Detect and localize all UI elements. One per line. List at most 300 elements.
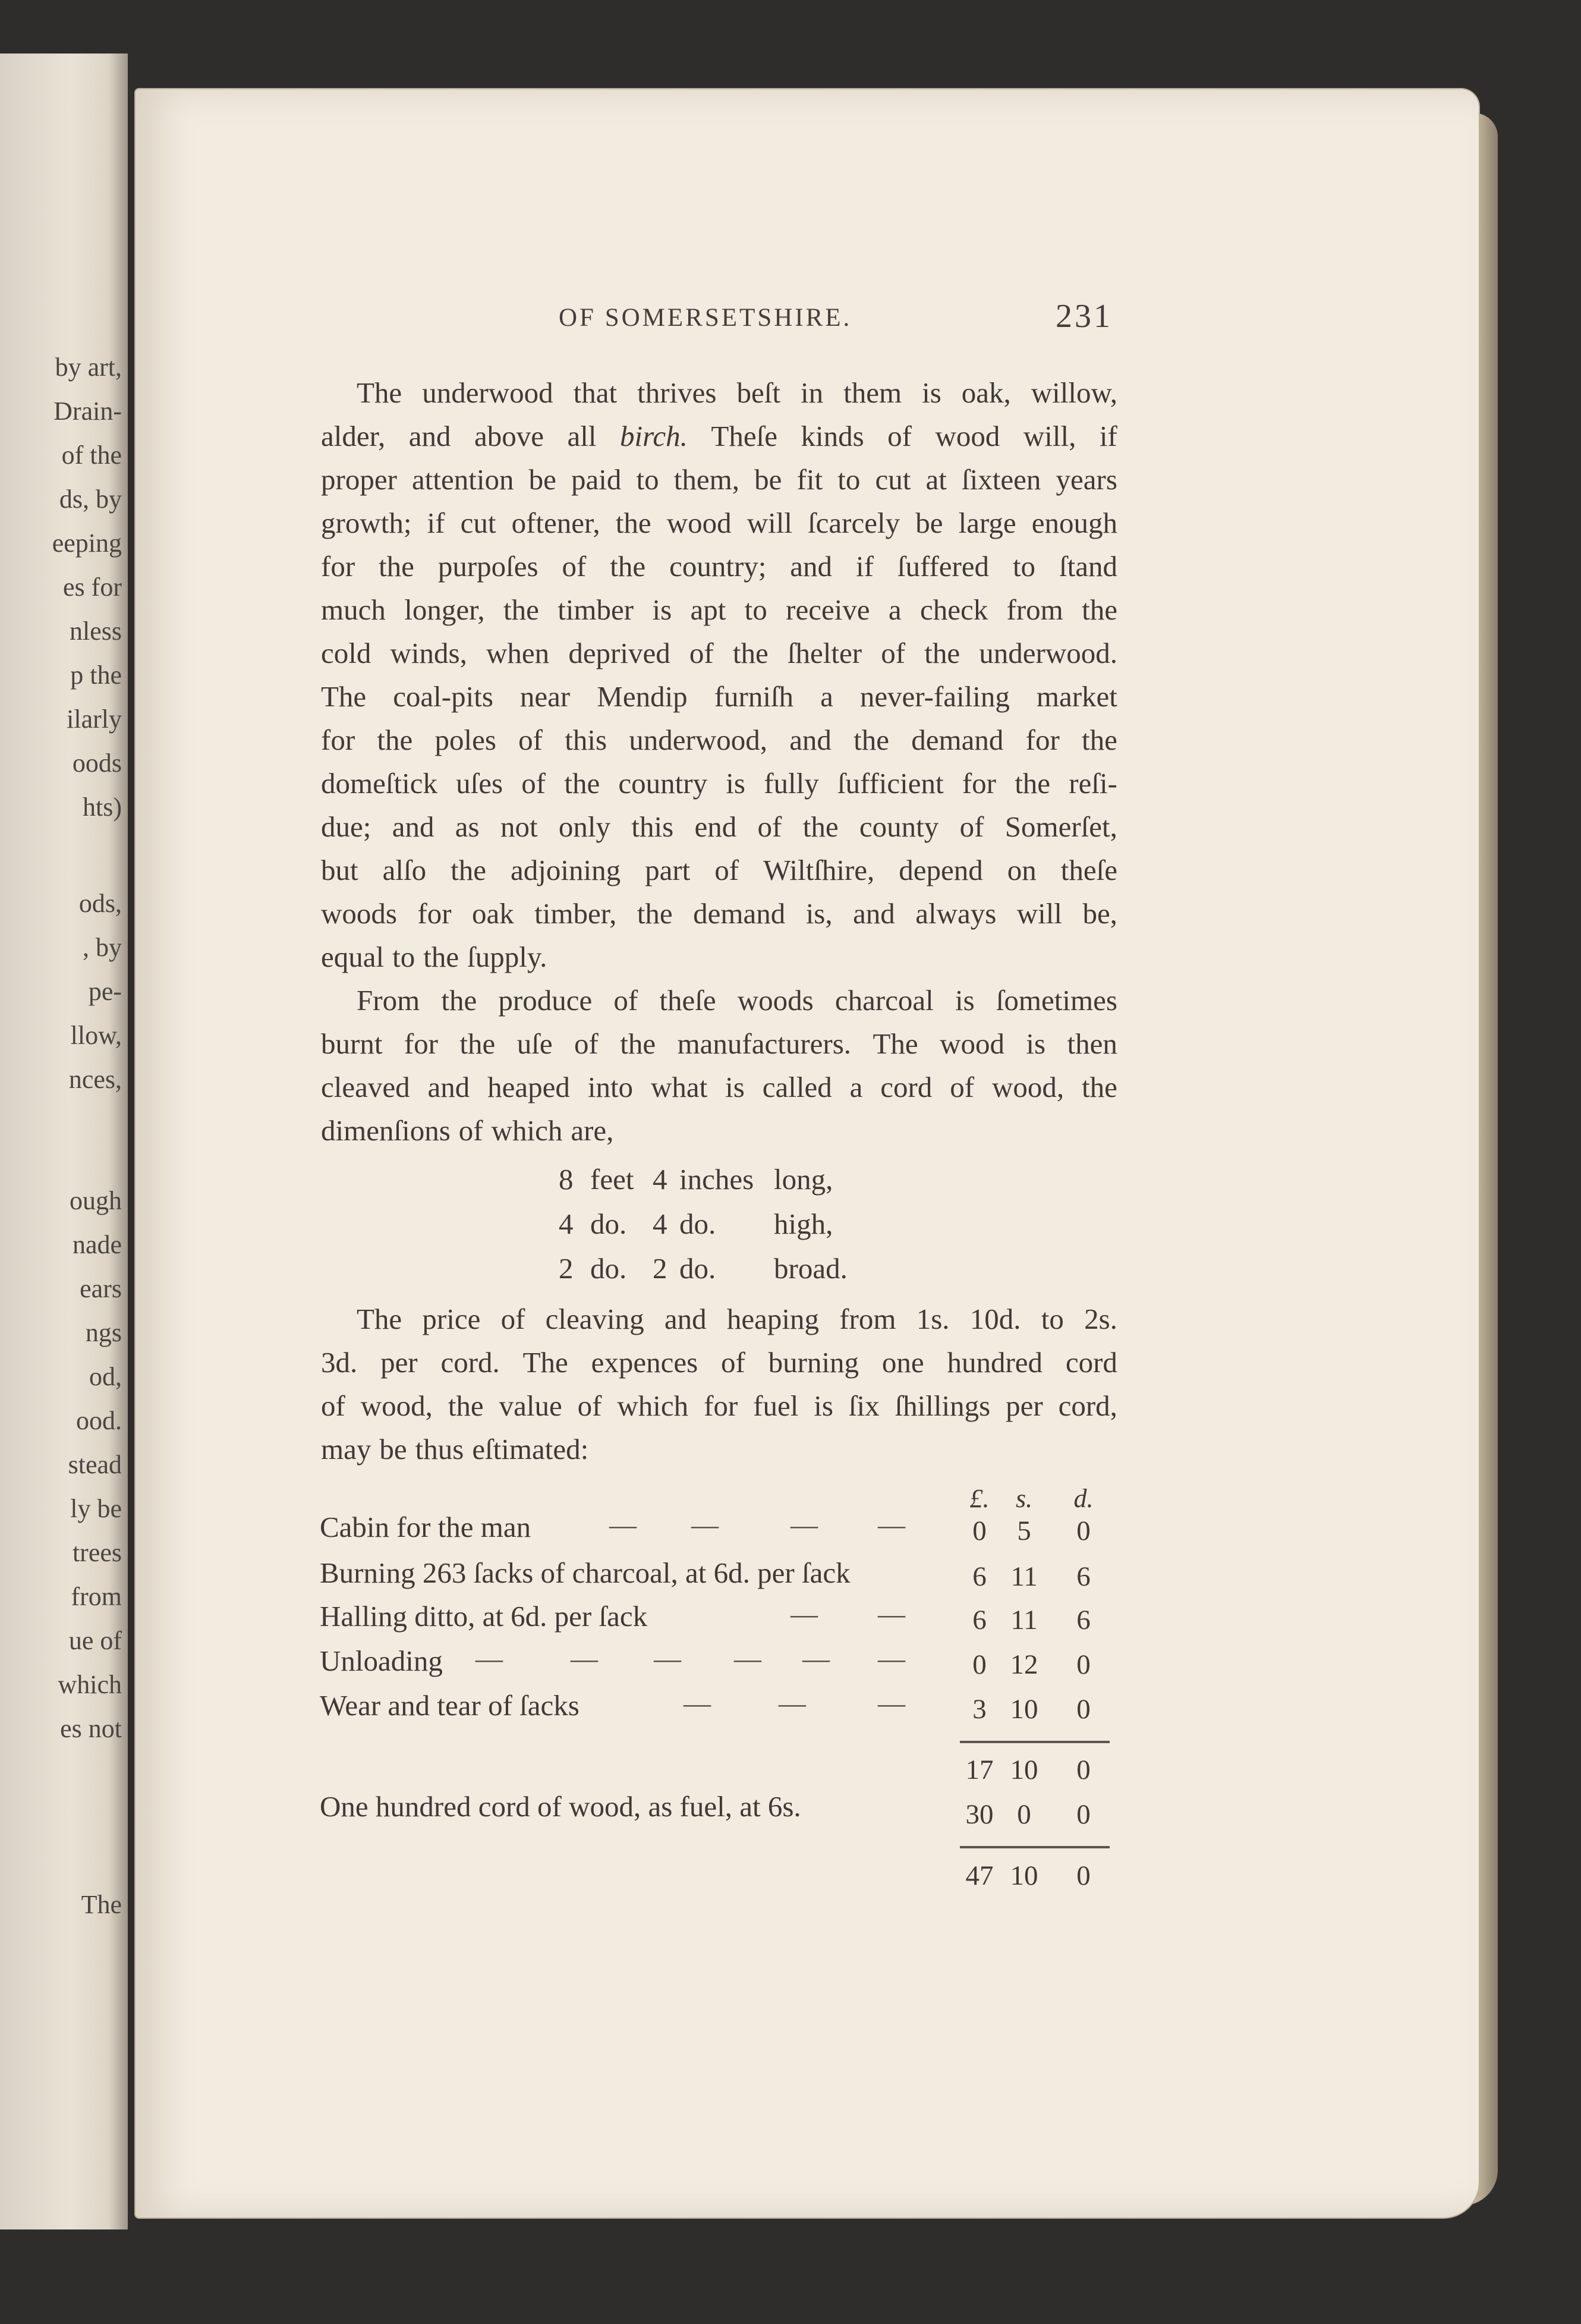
word: the	[1082, 593, 1117, 626]
word: and	[427, 1071, 470, 1103]
word: purpoſes	[437, 550, 538, 583]
word: theſe	[659, 984, 716, 1017]
text-line	[321, 853, 1117, 887]
word: reſi-	[1069, 767, 1117, 800]
word: this	[565, 724, 607, 756]
word: heaped	[487, 1071, 570, 1103]
text-line	[357, 1302, 1117, 1336]
account-row-label: Wear and tear of ſacks	[320, 1689, 580, 1722]
amount-pence: 0	[1076, 1649, 1091, 1680]
word: furniſh	[714, 680, 794, 713]
word: dimenſions	[321, 1114, 451, 1147]
word: in	[800, 376, 824, 409]
word: the	[1015, 767, 1051, 800]
word: coal-pits	[393, 680, 493, 713]
word: of	[959, 810, 984, 843]
word: of	[577, 1389, 602, 1422]
word: cord.	[440, 1346, 500, 1379]
word: to	[744, 593, 767, 626]
word: ſixteen	[962, 463, 1041, 496]
amount-pence: 0	[1076, 1694, 1091, 1725]
leader-dash: —	[654, 1643, 681, 1674]
word: attention	[412, 463, 514, 496]
word: of	[714, 854, 739, 886]
word: kinds	[801, 420, 864, 452]
word: wood	[935, 420, 1000, 452]
word: burnt	[321, 1027, 383, 1060]
word: The	[357, 1303, 402, 1335]
leader-dash: —	[684, 1688, 711, 1718]
word: Wiltſhire,	[763, 854, 875, 886]
sum-rule	[960, 1741, 1110, 1743]
word: at	[925, 463, 947, 496]
word: of	[458, 1114, 483, 1147]
word: woods	[737, 984, 814, 1017]
amount-pence: 6	[1076, 1561, 1091, 1592]
dimension-u1: feet	[590, 1163, 634, 1196]
dimension-n1: 8	[559, 1163, 574, 1196]
facing-line: by art,	[55, 353, 122, 382]
word: underwood	[422, 376, 553, 409]
running-head: OF SOMERSETSHIRE.	[559, 304, 852, 332]
word: much	[321, 593, 386, 626]
word: be	[528, 463, 556, 496]
word: timber,	[534, 897, 617, 930]
word: wood,	[360, 1389, 433, 1422]
facing-line: Drain-	[53, 397, 122, 426]
text-line	[321, 1345, 1117, 1379]
text-line	[321, 897, 1117, 930]
amount-shillings: 5	[1017, 1515, 1031, 1546]
word: from	[839, 1303, 896, 1335]
word: fully	[764, 767, 819, 800]
dimension-n1: 4	[559, 1207, 574, 1240]
word: large	[958, 507, 1016, 539]
total-shillings: 10	[1010, 1860, 1038, 1891]
dimension-n2: 4	[653, 1207, 667, 1240]
word: for	[321, 724, 355, 756]
word: on	[1007, 854, 1037, 886]
word: to	[1041, 1303, 1064, 1335]
word: years	[1056, 463, 1117, 496]
leader-dash: —	[571, 1643, 598, 1674]
word: birch.	[620, 420, 688, 452]
word: cord	[1065, 1346, 1117, 1379]
word: timber	[558, 593, 634, 626]
word: this	[631, 810, 674, 843]
facing-line: ears	[80, 1274, 122, 1303]
facing-line: The	[81, 1890, 122, 1919]
column-head: s.	[1015, 1484, 1033, 1513]
word: ſuffered	[897, 550, 990, 583]
text-line	[321, 1114, 1117, 1147]
facing-line: ods,	[78, 889, 122, 918]
facing-line: ood.	[76, 1406, 122, 1435]
column-head: £.	[969, 1484, 990, 1513]
text-line	[321, 549, 1117, 583]
word: for	[704, 1389, 738, 1422]
account-row-label: Halling ditto, at 6d. per ſack	[320, 1600, 648, 1633]
text-line	[321, 636, 1117, 670]
leader-dash: —	[609, 1510, 637, 1540]
word: wood,	[991, 1071, 1065, 1103]
word: of	[689, 637, 714, 669]
word: the	[379, 550, 414, 583]
word: only	[558, 810, 611, 843]
word: paid	[571, 463, 622, 496]
amount-shillings: 11	[1010, 1605, 1038, 1636]
word: for	[1025, 724, 1060, 756]
word: of	[613, 984, 638, 1017]
subtotal-pence: 0	[1076, 1754, 1091, 1785]
subtotal-shillings: 10	[1010, 1754, 1038, 1785]
amount-pounds: 6	[972, 1605, 987, 1636]
facing-line: hts)	[83, 793, 122, 822]
word: one	[881, 1346, 924, 1379]
word: woods	[321, 897, 397, 930]
word: the	[802, 810, 839, 843]
word: not	[500, 810, 538, 843]
dimension-u2: do.	[679, 1252, 716, 1285]
word: them,	[673, 463, 740, 496]
word: cold	[321, 637, 371, 669]
sum-rule	[960, 1846, 1110, 1848]
amount-pounds: 6	[972, 1561, 987, 1592]
word: above	[474, 420, 544, 452]
word: part	[645, 854, 691, 886]
text-line	[321, 940, 1117, 974]
facing-line: es not	[60, 1714, 122, 1743]
word: into	[587, 1071, 634, 1103]
word: longer,	[404, 593, 485, 626]
leader-dash: —	[878, 1688, 905, 1718]
word: and	[853, 897, 895, 930]
word: wood	[940, 1027, 1004, 1060]
text-line	[321, 1070, 1117, 1104]
word: be	[379, 1433, 407, 1466]
word: the	[615, 507, 651, 539]
word: of	[518, 724, 543, 756]
facing-line: stead	[68, 1450, 122, 1479]
word: will,	[1023, 420, 1076, 452]
word: apt	[690, 593, 726, 626]
word: a	[820, 680, 833, 713]
word: adjoining	[510, 854, 621, 886]
word: end	[694, 810, 737, 843]
word: Somerſet,	[1004, 810, 1117, 843]
word: which	[617, 1389, 689, 1422]
word: of	[500, 1303, 525, 1335]
leader-dash: —	[779, 1688, 806, 1718]
word: ſix	[848, 1389, 880, 1422]
word: theſe	[1060, 854, 1117, 886]
word: of	[574, 1027, 599, 1060]
dimension-u2: do.	[679, 1207, 716, 1240]
text-line	[321, 593, 1117, 627]
word: country;	[669, 550, 767, 583]
word: the	[637, 897, 673, 930]
total-pence: 0	[1076, 1860, 1091, 1891]
word: for	[404, 1027, 438, 1060]
dimension-n1: 2	[559, 1252, 574, 1285]
account-row-label: Cabin for the man	[320, 1511, 531, 1543]
facing-line: ds, by	[59, 485, 122, 514]
word: oak,	[961, 376, 1011, 409]
facing-line: ngs	[85, 1318, 122, 1347]
word: and	[664, 1303, 707, 1335]
amount-shillings: 11	[1010, 1561, 1038, 1592]
facing-line: nces,	[68, 1065, 122, 1094]
text-line	[321, 419, 1117, 453]
word: are,	[571, 1114, 614, 1147]
word: fit	[796, 463, 823, 496]
page-number: 231	[1056, 298, 1113, 335]
word: of	[321, 1389, 345, 1422]
word: per	[380, 1346, 418, 1379]
word: 2s.	[1084, 1303, 1117, 1335]
word: burning	[768, 1346, 859, 1379]
dimension-what: long,	[774, 1163, 833, 1196]
word: ſufficient	[837, 767, 944, 800]
amount-pounds: 0	[972, 1515, 987, 1546]
word: a	[849, 1071, 863, 1103]
word: eſtimated:	[472, 1433, 589, 1466]
word: to	[636, 463, 659, 496]
word: if	[427, 507, 445, 539]
word: to	[837, 463, 861, 496]
word: market	[1036, 680, 1117, 713]
word: of	[887, 420, 912, 452]
word: is	[726, 767, 745, 800]
text-line	[321, 766, 1117, 800]
leader-dash: —	[790, 1510, 818, 1540]
facing-line: llow,	[70, 1021, 122, 1050]
word: poles	[434, 724, 496, 756]
facing-line: od,	[89, 1362, 122, 1391]
word: heaping	[726, 1303, 819, 1335]
facing-line: es for	[63, 573, 122, 602]
word: all	[567, 420, 597, 452]
word: which	[491, 1114, 563, 1147]
word: and	[408, 420, 451, 452]
word: as	[455, 810, 480, 843]
word: fuel	[753, 1389, 799, 1422]
word: ſometimes	[996, 984, 1117, 1017]
fuel-shillings: 0	[1017, 1799, 1031, 1830]
word: is	[955, 984, 975, 1017]
facing-line: from	[71, 1582, 122, 1611]
fuel-pence: 0	[1076, 1799, 1091, 1830]
word: underwood,	[629, 724, 767, 756]
word: never-failing	[859, 680, 1010, 713]
word: the	[377, 724, 413, 756]
leader-dash: —	[878, 1643, 905, 1674]
dimension-what: high,	[774, 1207, 833, 1240]
word: wood	[666, 507, 732, 539]
word: 10d.	[969, 1303, 1021, 1335]
word: if	[855, 550, 874, 583]
word: of	[881, 637, 906, 669]
facing-line: p the	[70, 661, 122, 690]
facing-line: ly be	[70, 1494, 122, 1523]
facing-line: ough	[70, 1186, 122, 1215]
word: demand	[693, 897, 786, 930]
leader-dash: —	[734, 1643, 761, 1674]
word: may	[321, 1433, 371, 1466]
word: cleaving	[545, 1303, 644, 1335]
word: for	[321, 550, 355, 583]
word: 3d.	[321, 1346, 358, 1379]
word: from	[1006, 593, 1063, 626]
word: charcoal	[834, 984, 934, 1017]
word: of	[562, 550, 587, 583]
text-line	[321, 1432, 1117, 1466]
word: called	[762, 1071, 832, 1103]
word: the	[854, 724, 890, 756]
amount-shillings: 10	[1010, 1694, 1038, 1725]
word: beſt	[736, 376, 780, 409]
leader-dash: —	[691, 1510, 719, 1540]
word: The	[357, 376, 402, 409]
word: the	[1082, 1071, 1117, 1103]
leader-dash: —	[878, 1510, 905, 1540]
word: of	[720, 1346, 745, 1379]
word: and	[790, 550, 833, 583]
word: is	[922, 376, 941, 409]
word: the	[448, 1389, 484, 1422]
word: alder,	[321, 420, 386, 452]
word: due;	[321, 810, 371, 843]
word: cut	[460, 507, 496, 539]
word: check	[919, 593, 988, 626]
word: what	[650, 1071, 708, 1103]
word: 1s.	[916, 1303, 950, 1335]
leader-dash: —	[475, 1643, 503, 1674]
facing-line: oods	[72, 749, 122, 778]
word: The	[321, 680, 367, 713]
word: alſo	[382, 854, 427, 886]
text-line	[321, 463, 1117, 496]
word: be,	[1082, 897, 1117, 930]
facing-line: nade	[72, 1230, 122, 1259]
word: the	[620, 1027, 656, 1060]
word: of	[521, 767, 546, 800]
word: be	[754, 463, 782, 496]
amount-pence: 0	[1076, 1515, 1091, 1546]
word: the	[1082, 724, 1117, 756]
subtotal-pounds: 17	[965, 1754, 994, 1785]
word: country	[618, 767, 708, 800]
word: then	[1067, 1027, 1117, 1060]
word: ſcarcely	[808, 507, 900, 539]
word: be	[915, 507, 943, 539]
word: them	[843, 376, 902, 409]
word: ſhillings	[895, 1389, 991, 1422]
facing-line: , by	[83, 933, 122, 962]
text-line	[357, 376, 1117, 410]
word: for	[417, 897, 452, 930]
word: cleaved	[321, 1071, 410, 1103]
account-row-label: Burning 263 ſacks of charcoal, at 6d. per ſack	[320, 1556, 851, 1589]
dimension-u1: do.	[590, 1252, 627, 1285]
dimension-u2: inches	[679, 1163, 754, 1196]
word: manufacturers.	[677, 1027, 852, 1060]
dimension-n2: 2	[653, 1252, 667, 1285]
amount-pounds: 0	[972, 1649, 987, 1680]
amount-pounds: 3	[972, 1694, 987, 1725]
word: From	[357, 984, 420, 1017]
text-line	[321, 723, 1117, 757]
word: county	[859, 810, 939, 843]
word: to	[392, 941, 415, 973]
word: cord,	[1058, 1389, 1117, 1422]
word: and	[789, 724, 832, 756]
word: The	[522, 1346, 568, 1379]
word: that	[573, 376, 618, 409]
facing-page	[0, 54, 128, 2229]
word: price	[422, 1303, 481, 1335]
text-line	[321, 1389, 1117, 1423]
word: the	[564, 767, 600, 800]
fuel-pounds: 30	[965, 1799, 994, 1830]
text-line	[321, 1027, 1117, 1061]
word: to	[1012, 550, 1036, 583]
word: receive	[786, 593, 870, 626]
column-head: d.	[1073, 1484, 1094, 1513]
word: enough	[1031, 507, 1117, 539]
word: The	[873, 1027, 918, 1060]
facing-line: of the	[61, 441, 122, 470]
word: is,	[805, 897, 833, 930]
text-line	[321, 680, 1117, 713]
word: is	[725, 1071, 745, 1103]
word: cord	[880, 1071, 933, 1103]
word: a	[888, 593, 902, 626]
dimension-u1: do.	[590, 1207, 627, 1240]
word: demand	[911, 724, 1004, 756]
leader-dash: —	[878, 1599, 905, 1629]
word: of	[757, 810, 782, 843]
word: expences	[591, 1346, 698, 1379]
word: winds,	[390, 637, 467, 669]
word: always	[915, 897, 997, 930]
word: will	[747, 507, 792, 539]
word: produce	[498, 984, 593, 1017]
word: of	[950, 1071, 975, 1103]
word: the	[441, 984, 477, 1017]
word: equal	[321, 941, 385, 973]
word: thus	[415, 1433, 464, 1466]
word: when	[486, 637, 550, 669]
word: depend	[899, 854, 983, 886]
dimension-n2: 4	[653, 1163, 667, 1196]
leader-dash: —	[802, 1643, 830, 1674]
word: but	[321, 854, 358, 886]
amount-shillings: 12	[1010, 1649, 1038, 1680]
word: ſhelter	[787, 637, 862, 669]
word: ſtand	[1059, 550, 1117, 583]
word: domeſtick	[321, 767, 437, 800]
word: the	[423, 941, 459, 973]
account-row-label: Unloading	[320, 1644, 443, 1677]
word: the	[924, 637, 960, 669]
leader-dash: —	[790, 1599, 818, 1629]
word: the	[610, 550, 646, 583]
word: Mendip	[597, 680, 688, 713]
word: near	[519, 680, 571, 713]
word: cut	[875, 463, 911, 496]
word: and	[392, 810, 434, 843]
